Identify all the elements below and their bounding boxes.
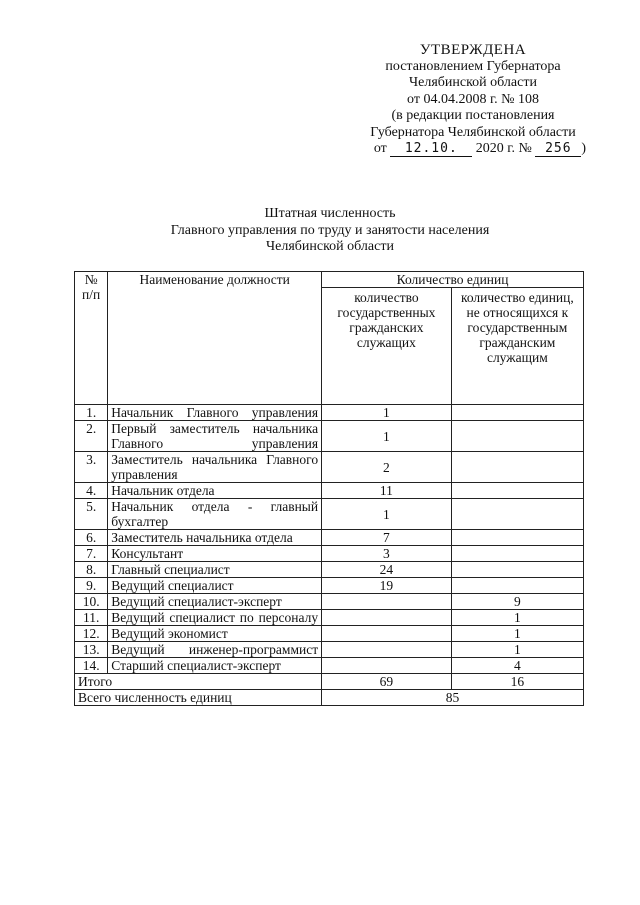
row-number: 8.	[75, 562, 108, 578]
row-number: 1.	[75, 405, 108, 421]
grand-total-row	[75, 690, 584, 706]
handwritten-date: 12.10.	[390, 142, 472, 157]
row-civil-servants	[322, 610, 452, 626]
table-row	[75, 483, 584, 499]
row-position-name: Заместитель начальника Главного управления	[108, 452, 322, 483]
row-non-civil-servants: 9	[451, 594, 583, 610]
header-num: № п/п	[75, 272, 108, 405]
row-civil-servants: 3	[322, 546, 452, 562]
row-number: 6.	[75, 530, 108, 546]
row-position-name: Ведущий специалист по персоналу	[108, 610, 322, 626]
row-number: 7.	[75, 546, 108, 562]
row-position-name: Начальник Главного управления	[108, 405, 322, 421]
approval-line-1: постановлением Губернатора	[385, 58, 561, 74]
row-non-civil-servants	[451, 562, 583, 578]
approval-line-2: Челябинской области	[409, 75, 537, 90]
approval-line-5: Губернатора Челябинской области	[370, 124, 576, 140]
header-col-b: количество единиц, не относящихся к государственным гражданским служащим	[451, 288, 583, 405]
row-position-name: Начальник отдела	[108, 483, 322, 499]
table-row	[75, 405, 584, 421]
close-paren: )	[581, 141, 586, 156]
row-position-name: Ведущий инженер-программист	[108, 642, 322, 658]
row-civil-servants: 1	[322, 405, 452, 421]
approval-line-4: (в редакции постановления	[391, 108, 555, 123]
row-position-name: Заместитель начальника отдела	[108, 530, 322, 546]
total-a: 69	[322, 674, 452, 690]
total-label: Итого	[75, 674, 322, 690]
approval-line-3: от 04.04.2008 г. № 108	[407, 91, 539, 107]
grand-total-value: 85	[322, 690, 584, 706]
heading-line-3: Челябинской области	[266, 239, 394, 254]
date-prefix: от	[373, 141, 387, 156]
row-civil-servants: 24	[322, 562, 452, 578]
table-row	[75, 626, 584, 642]
table-row	[75, 642, 584, 658]
header-name: Наименование должности	[108, 272, 322, 405]
total-b: 16	[451, 674, 583, 690]
row-number: 11.	[75, 610, 108, 626]
row-number: 4.	[75, 483, 108, 499]
row-civil-servants: 7	[322, 530, 452, 546]
row-position-name: Ведущий специалист-эксперт	[108, 594, 322, 610]
heading-line-1: Штатная численность	[264, 206, 396, 221]
approval-date-line	[360, 141, 586, 158]
row-number: 9.	[75, 578, 108, 594]
row-position-name: Главный специалист	[108, 562, 322, 578]
row-non-civil-servants	[451, 405, 583, 421]
row-non-civil-servants	[451, 578, 583, 594]
row-non-civil-servants: 4	[451, 658, 583, 674]
row-civil-servants: 11	[322, 483, 452, 499]
row-non-civil-servants	[451, 499, 583, 530]
table-row	[75, 594, 584, 610]
staffing-table	[74, 271, 584, 706]
header-col-a: количество государственных гражданских служащих	[322, 288, 452, 405]
row-non-civil-servants	[451, 530, 583, 546]
grand-total-label: Всего численность единиц	[75, 690, 322, 706]
row-civil-servants	[322, 642, 452, 658]
row-number: 2.	[75, 421, 108, 452]
row-position-name: Старший специалист-эксперт	[108, 658, 322, 674]
row-civil-servants: 2	[322, 452, 452, 483]
row-non-civil-servants: 1	[451, 610, 583, 626]
table-row	[75, 421, 584, 452]
row-non-civil-servants	[451, 546, 583, 562]
row-position-name: Первый заместитель начальника Главного управления	[108, 421, 322, 452]
table-header-row	[75, 272, 584, 288]
row-number: 3.	[75, 452, 108, 483]
row-number: 12.	[75, 626, 108, 642]
table-row	[75, 562, 584, 578]
row-civil-servants: 1	[322, 421, 452, 452]
row-non-civil-servants: 1	[451, 626, 583, 642]
row-civil-servants: 1	[322, 499, 452, 530]
row-number: 14.	[75, 658, 108, 674]
row-non-civil-servants	[451, 421, 583, 452]
row-number: 10.	[75, 594, 108, 610]
table-row	[75, 610, 584, 626]
header-qty: Количество единиц	[322, 272, 584, 288]
row-number: 5.	[75, 499, 108, 530]
row-position-name: Консультант	[108, 546, 322, 562]
row-non-civil-servants: 1	[451, 642, 583, 658]
handwritten-number: 256	[535, 142, 581, 157]
table-row	[75, 546, 584, 562]
row-civil-servants	[322, 626, 452, 642]
approval-stamp	[360, 42, 586, 158]
table-row	[75, 452, 584, 483]
table-row	[75, 658, 584, 674]
row-civil-servants	[322, 594, 452, 610]
row-civil-servants: 19	[322, 578, 452, 594]
row-civil-servants	[322, 658, 452, 674]
total-row	[75, 674, 584, 690]
table-row	[75, 530, 584, 546]
year-text: 2020 г. №	[475, 141, 532, 156]
row-number: 13.	[75, 642, 108, 658]
heading-line-2: Главного управления по труду и занятости населения	[170, 222, 490, 238]
row-position-name: Ведущий специалист	[108, 578, 322, 594]
row-non-civil-servants	[451, 483, 583, 499]
table-row	[75, 578, 584, 594]
row-position-name: Начальник отдела - главный бухгалтер	[108, 499, 322, 530]
table-row	[75, 499, 584, 530]
approval-title: УТВЕРЖДЕНА	[419, 42, 527, 58]
document-heading	[70, 206, 590, 256]
row-position-name: Ведущий экономист	[108, 626, 322, 642]
row-non-civil-servants	[451, 452, 583, 483]
